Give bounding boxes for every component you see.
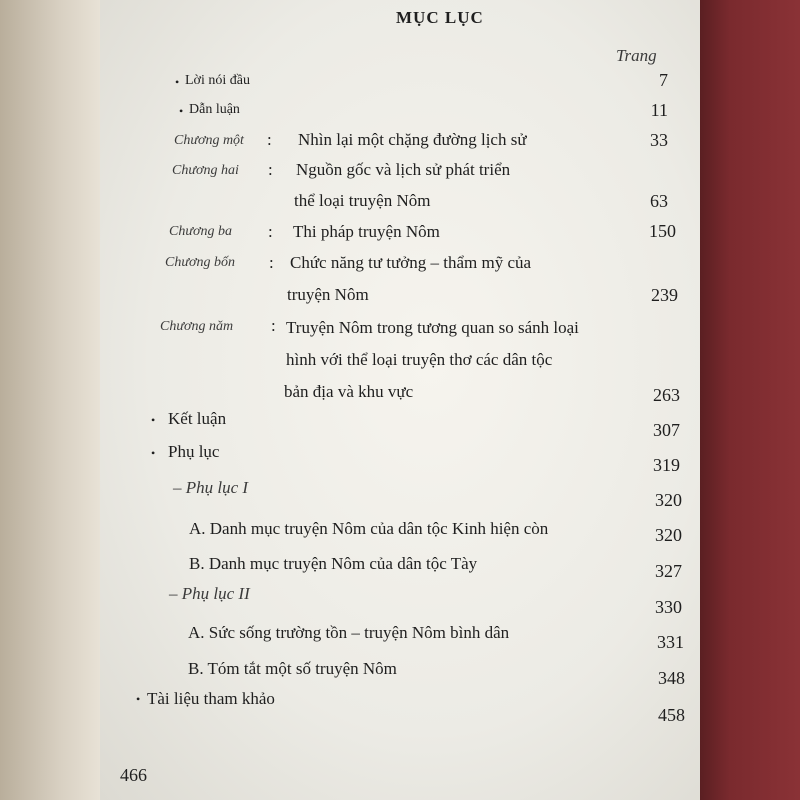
toc-entry-page: 7 — [659, 70, 668, 90]
toc-entry-label: A. Danh mục truyện Nôm của dân tộc Kinh hiện còn — [189, 519, 549, 538]
toc-entry-page: 320 — [655, 525, 682, 545]
toc-entry-page: 331 — [657, 632, 684, 652]
toc-entry-label: B. Tóm tắt một số truyện Nôm — [188, 659, 397, 678]
toc-entry-page: 11 — [650, 100, 668, 120]
toc-entry-page: 33 — [650, 130, 668, 150]
chapter-separator: : — [268, 222, 273, 241]
toc-entry-label: Kết luận — [168, 409, 227, 428]
page-number: 466 — [120, 765, 147, 785]
chapter-title: Thi pháp truyện Nôm — [293, 222, 440, 241]
toc-entry-label: B. Danh mục truyện Nôm của dân tộc Tày — [189, 554, 478, 573]
toc-entry-label: Tài liệu tham khảo — [147, 689, 275, 708]
page-column-header: Trang — [616, 46, 657, 65]
chapter-separator: : — [267, 130, 272, 149]
appendix-label: – Phụ lục II — [169, 584, 250, 603]
bullet-icon: • — [151, 413, 156, 427]
toc-entry-page: 458 — [658, 705, 685, 725]
toc-entry-page: 63 — [650, 191, 668, 211]
chapter-title: Nguồn gốc và lịch sử phát triển — [296, 160, 511, 179]
chapter-label: Chương hai — [172, 163, 239, 178]
chapter-title-continued: bản địa và khu vực — [284, 382, 414, 401]
toc-entry-label: Phụ lục — [168, 442, 220, 461]
page-title: MỤC LỤC — [396, 8, 484, 27]
chapter-label: Chương năm — [160, 319, 234, 334]
toc-entry-page: 239 — [651, 285, 678, 305]
chapter-title: Truyện Nôm trong tương quan so sánh loại — [286, 318, 579, 337]
bullet-icon: • — [175, 75, 180, 89]
chapter-title-continued: thể loại truyện Nôm — [294, 191, 431, 210]
chapter-label: Chương một — [174, 133, 244, 148]
book-cover-edge — [700, 0, 800, 800]
book-page — [100, 0, 700, 800]
chapter-title: Chức năng tư tưởng – thẩm mỹ của — [290, 253, 532, 272]
toc-entry-page: 307 — [653, 420, 680, 440]
chapter-title-continued: hình với thể loại truyện thơ các dân tộc — [286, 350, 553, 369]
chapter-title: Nhìn lại một chặng đường lịch sử — [298, 130, 527, 149]
toc-entry-label: Dẫn luận — [189, 102, 240, 117]
table-surface — [0, 0, 100, 800]
chapter-separator: : — [271, 316, 276, 335]
toc-entry-page: 319 — [653, 455, 680, 475]
bullet-icon: • — [136, 692, 141, 706]
toc-entry-page: 150 — [649, 221, 676, 241]
chapter-title-continued: truyện Nôm — [287, 285, 369, 304]
chapter-separator: : — [269, 253, 274, 272]
bullet-icon: • — [179, 104, 184, 118]
toc-entry-page: 348 — [658, 668, 685, 688]
toc-entry-page: 263 — [653, 385, 680, 405]
chapter-label: Chương bốn — [165, 255, 235, 270]
toc-entry-page: 327 — [655, 561, 682, 581]
chapter-label: Chương ba — [169, 224, 232, 239]
bullet-icon: • — [151, 446, 156, 460]
toc-entry-page: 320 — [655, 490, 682, 510]
toc-entry-label: Lời nói đầu — [185, 73, 250, 88]
toc-entry-label: A. Sức sống trường tồn – truyện Nôm bình dân — [188, 623, 510, 642]
appendix-label: – Phụ lục I — [173, 478, 249, 497]
toc-entry-page: 330 — [655, 597, 682, 617]
chapter-separator: : — [268, 160, 273, 179]
